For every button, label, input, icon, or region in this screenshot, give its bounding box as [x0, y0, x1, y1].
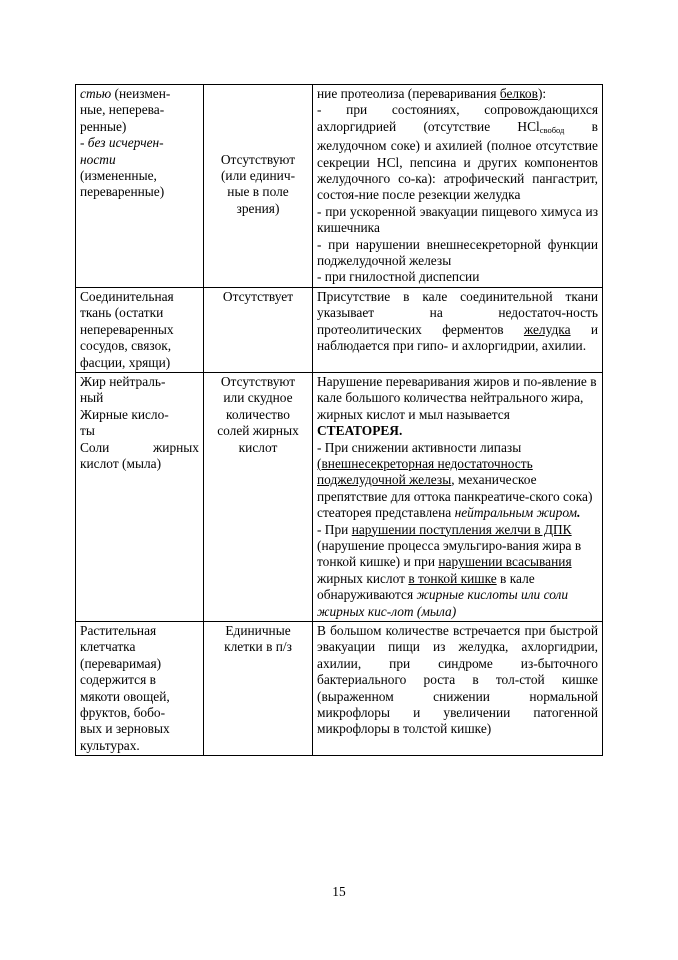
- cell-indicator: Жир нейтраль- ный Жирные кисло- ты Соли жирных кислот (мыла): [76, 372, 204, 621]
- table-row: [76, 372, 603, 621]
- cell-norm: Отсутствуют (или единич- ные в поле зрения): [204, 85, 313, 288]
- cell-indicator: Соединительная ткань (остатки непереваренных сосудов, связок, фасции, хрящи): [76, 287, 204, 372]
- table-row: [76, 287, 603, 372]
- cell-interpretation: ние протеолиза (переваривания белков): - при состояниях, сопровождающихся ахлоргидрией (отсутствие HCl$_{свобод}$ в желудочном соке) и ахилией (полное отсутствие секреции HCl, пепсина и других компонентов желудочного со-ка): атрофический пангастрит, состоя-ние после резекции желудка - при ускоренной эвакуации пищевого химуса из кишечника - при нарушении внешнесекреторной функции поджелудочной железы - при гнилостной диспепсии: [313, 85, 603, 288]
- page-number: 15: [332, 884, 346, 899]
- cell-norm: Единичные клетки в п/з: [204, 622, 313, 756]
- cell-norm: Отсутствует: [204, 287, 313, 372]
- cell-indicator: стью (неизмен- ные, неперева- ренные) - без исчерчен- ности (измененные, переваренные): [76, 85, 204, 288]
- document-table: [75, 84, 603, 756]
- cell-interpretation: Присутствие в кале соединительной ткани указывает на недостаточ-ность протеолитических ферментов желудка и наблюдается при гипо- и ахлоргидрии, ахилии.: [313, 287, 603, 372]
- table-row: [76, 85, 603, 288]
- table-row: [76, 622, 603, 756]
- cell-interpretation: В большом количестве встречается при быстрой эвакуации пищи из желудка, ахлоргидрии, ахилии, при синдроме из-быточного бактериального роста в тол-стой кишке (выраженном снижении нормальной микрофлоры и увеличении патогенной микрофлоры в толстой кишке): [313, 622, 603, 756]
- cell-indicator: Растительная клетчатка (переваримая) содержится в мякоти овощей, фруктов, бобо- вых и зерновых культурах.: [76, 622, 204, 756]
- cell-interpretation: Нарушение переваривания жиров и по-явление в кале большого количества нейтрального жира, жирных кислот и мыл называется СТЕАТОРЕЯ. - При снижении активности липазы (внешнесекреторная недостаточность поджелудочной железы, механическое препятствие для оттока панкреатиче-ского сока) стеаторея представлена нейтральным жиром. - При нарушении поступления желчи в ДПК (нарушение процесса эмульгиро-вания жира в тонкой кишке) и при нарушении всасывания жирных кислот в тонкой кишке в кале обнаруживаются жирные кислоты или соли жирных кис-лот (мыла): [313, 372, 603, 621]
- cell-norm: Отсутствуют или скудное количество солей жирных кислот: [204, 372, 313, 621]
